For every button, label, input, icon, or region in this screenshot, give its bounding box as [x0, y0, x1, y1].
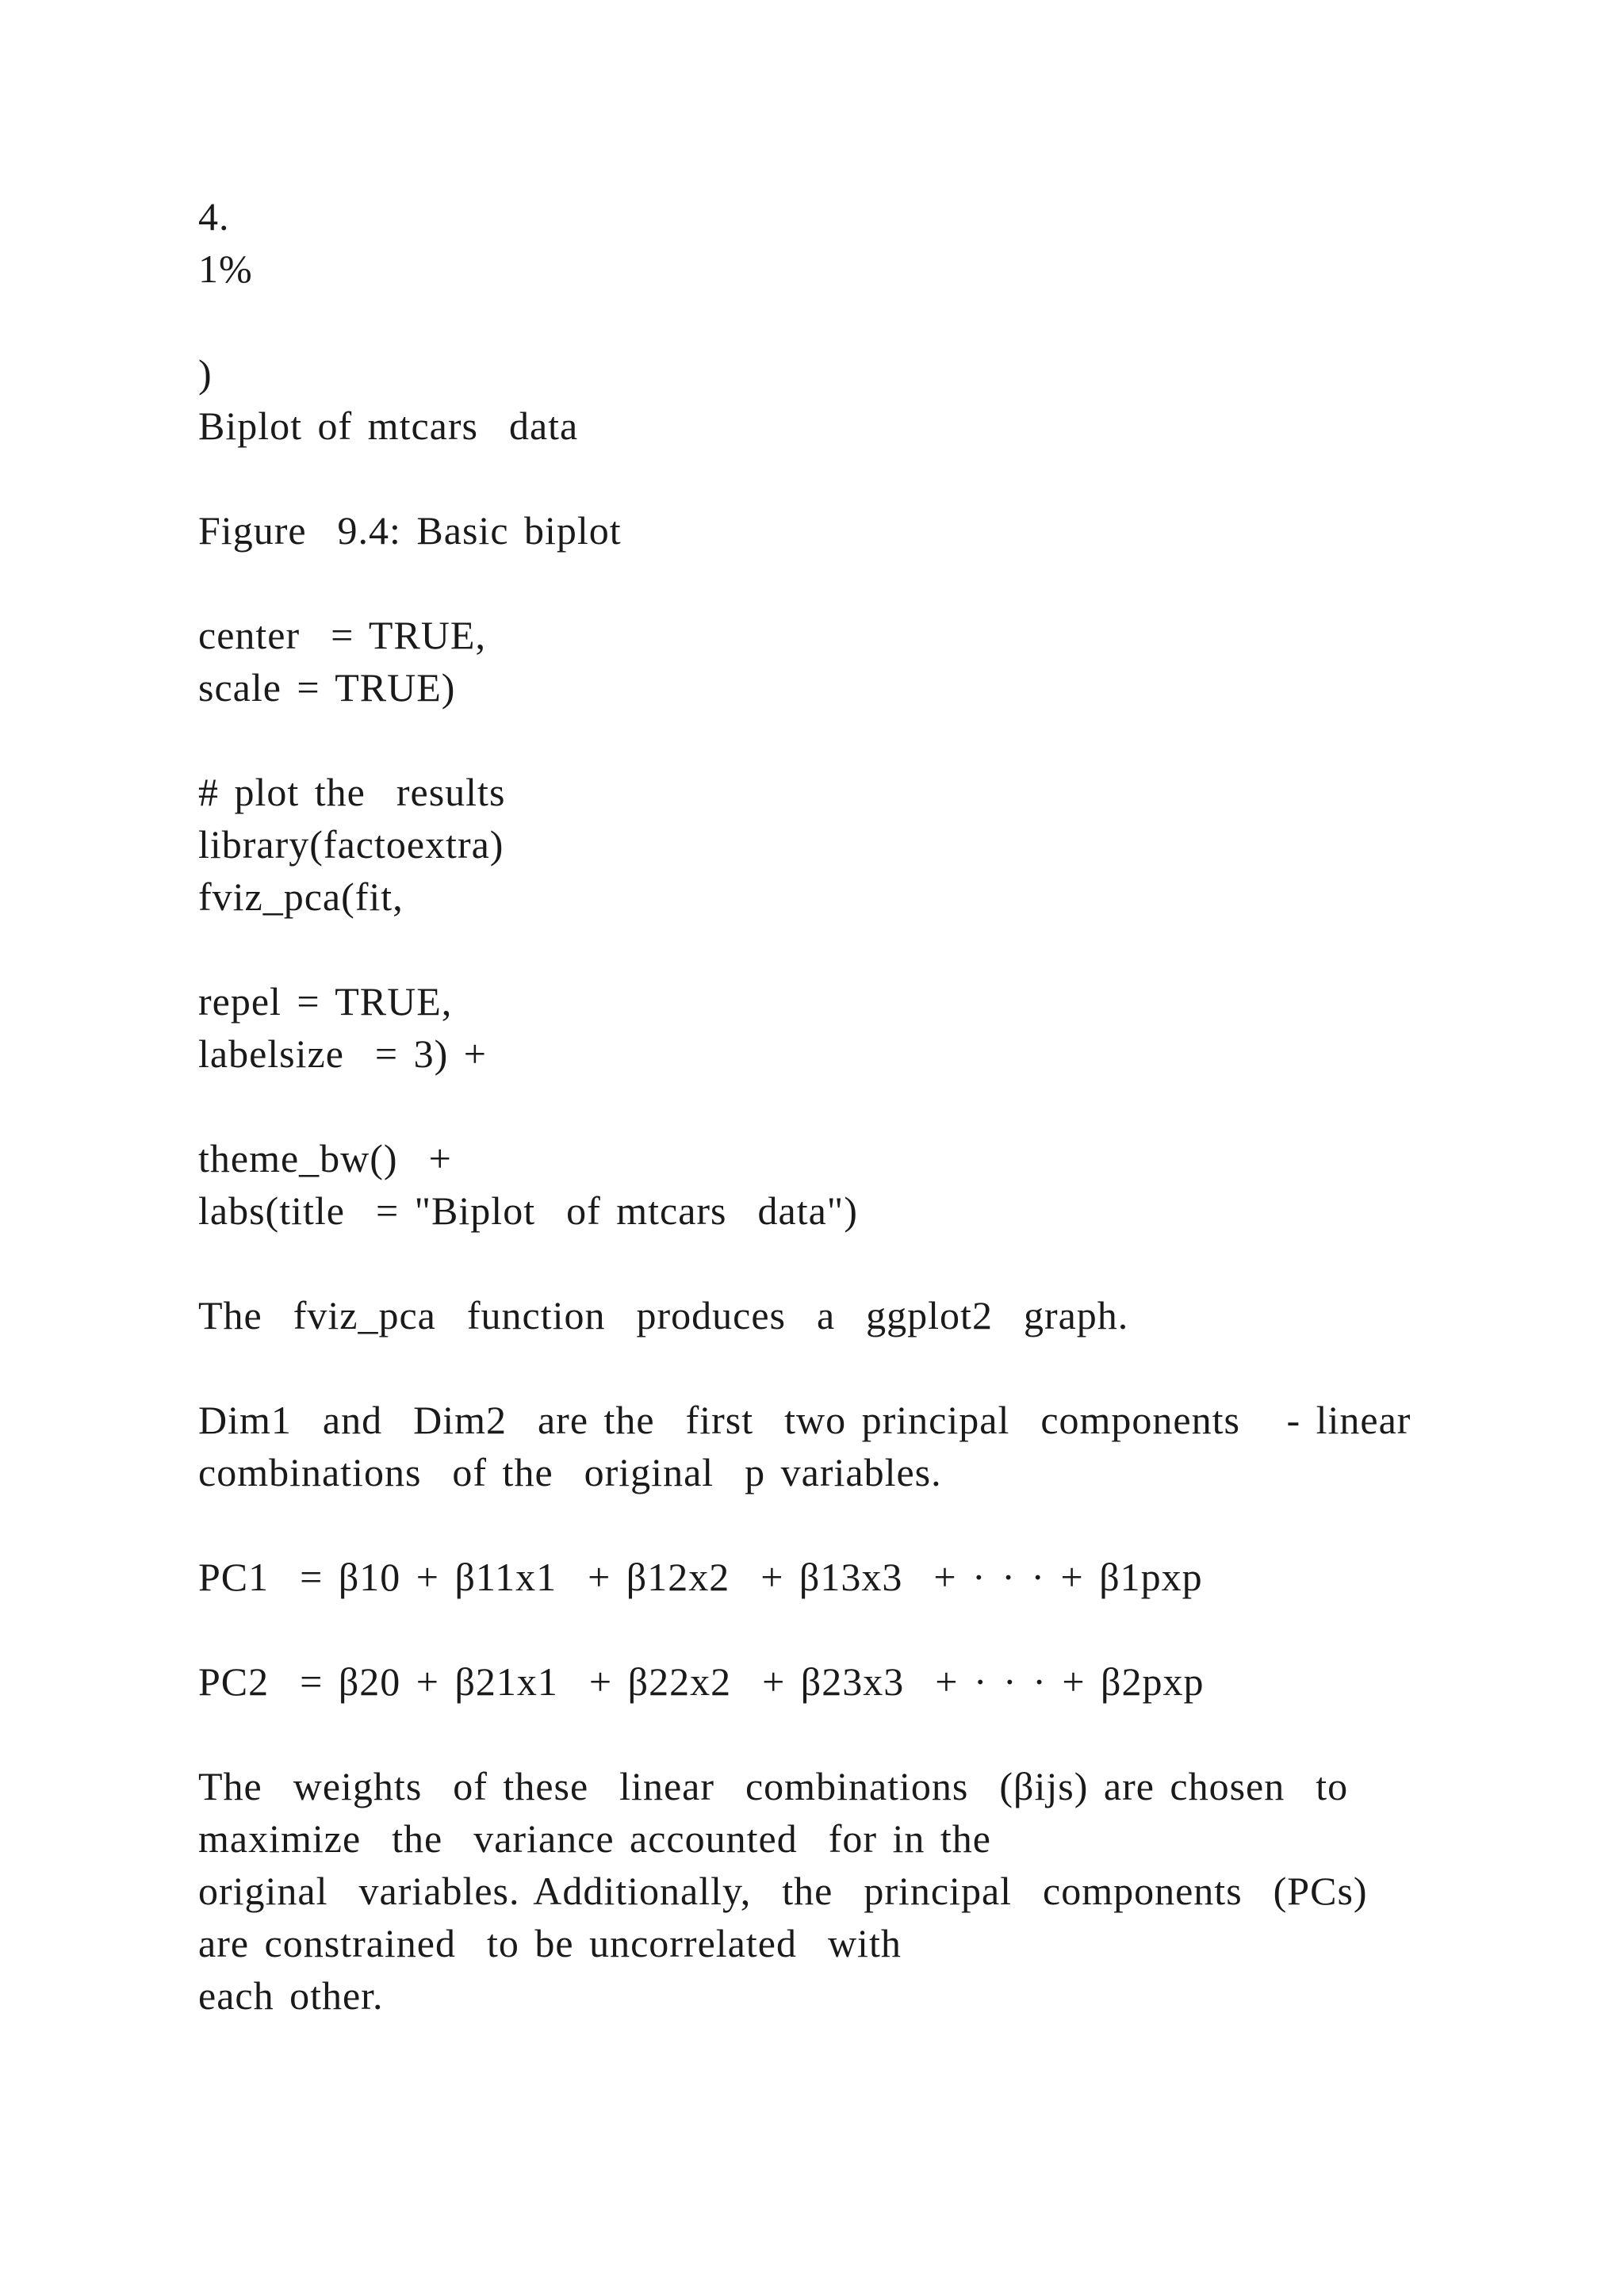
code-line: center = TRUE,: [198, 613, 486, 657]
text-line: 1%: [198, 247, 253, 291]
paragraph-line: The weights of these linear combinations (βijs) are chosen to: [198, 1764, 1349, 1808]
text-line: 4.: [198, 194, 230, 239]
blank-line: [198, 1341, 1546, 1394]
blank-line: [198, 1080, 1546, 1132]
paragraph-line: original variables. Additionally, the principal components (PCs): [198, 1869, 1368, 1913]
text-line: Biplot of mtcars data: [198, 404, 579, 448]
code-comment: # plot the results: [198, 770, 506, 814]
paragraph-line: Dim1 and Dim2 are the first two principal components - linear: [198, 1398, 1411, 1442]
blank-line: [198, 1708, 1546, 1760]
paragraph-line: maximize the variance accounted for in the: [198, 1816, 991, 1861]
equation-pc1: PC1 = β10 + β11x1 + β12x2 + β13x3 + · · · + β1pxp: [198, 1555, 1203, 1599]
code-line: labelsize = 3) +: [198, 1031, 487, 1076]
code-line: fviz_pca(fit,: [198, 874, 404, 919]
blank-line: [198, 295, 1546, 347]
paragraph-line: combinations of the original p variables.: [198, 1450, 942, 1494]
paragraph-line: are constrained to be uncorrelated with: [198, 1921, 902, 1965]
code-line: library(factoextra): [198, 822, 504, 867]
blank-line: [198, 1498, 1546, 1551]
blank-line: [198, 452, 1546, 504]
text-line: ): [198, 351, 213, 396]
document-body: [198, 190, 1546, 2022]
code-line: labs(title = "Biplot of mtcars data"): [198, 1188, 858, 1233]
paragraph-line: The fviz_pca function produces a ggplot2 graph.: [198, 1293, 1129, 1337]
equation-pc2: PC2 = β20 + β21x1 + β22x2 + β23x3 + · · · + β2pxp: [198, 1659, 1205, 1704]
blank-line: [198, 923, 1546, 975]
blank-line: [198, 557, 1546, 609]
code-line: scale = TRUE): [198, 665, 456, 710]
code-line: repel = TRUE,: [198, 979, 453, 1024]
blank-line: [198, 714, 1546, 766]
paragraph-line: each other.: [198, 1973, 384, 2018]
blank-line: [198, 1237, 1546, 1289]
figure-caption: Figure 9.4: Basic biplot: [198, 508, 622, 553]
blank-line: [198, 1603, 1546, 1655]
code-line: theme_bw() +: [198, 1136, 452, 1181]
